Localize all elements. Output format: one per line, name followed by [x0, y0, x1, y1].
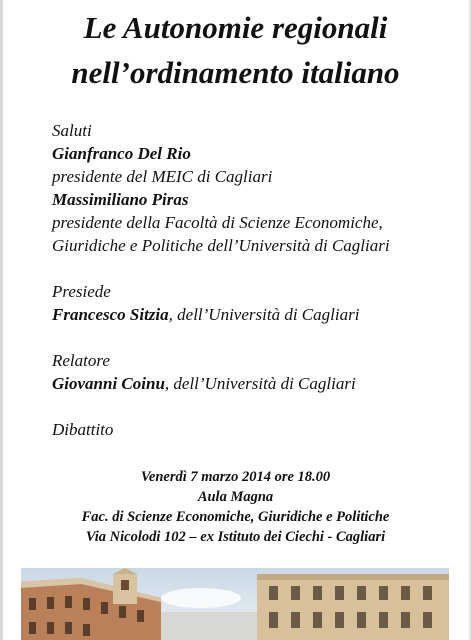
speaker2-role-line1: presidente della Facoltà di Scienze Economiche, — [52, 213, 383, 232]
event-room: Aula Magna — [197, 489, 274, 505]
relatore-label: Relatore — [52, 351, 110, 370]
speaker1-role: presidente del MEIC di Cagliari — [52, 167, 273, 186]
speaker-name: Giovanni Coinu — [52, 374, 165, 393]
speaker-affiliation: , dell’Università di Cagliari — [164, 374, 356, 393]
presiede-label: Presiede — [52, 282, 111, 301]
saluti-label: Saluti — [52, 121, 92, 140]
event-datetime: Venerdì 7 marzo 2014 ore 18.00 — [140, 469, 331, 485]
chair-line — [52, 304, 359, 326]
page-subtitle: nell’ordinamento italiano — [71, 55, 400, 90]
chair-affiliation: , dell’Università di Cagliari — [168, 305, 360, 324]
event-faculty: Fac. di Scienze Economiche, Giuridiche e Politiche — [81, 509, 390, 525]
building-photo — [21, 568, 449, 640]
page-title: Le Autonomie regionali — [83, 10, 388, 45]
chair-name: Francesco Sitzia — [52, 305, 169, 324]
speaker2-name: Massimiliano Piras — [52, 190, 189, 209]
event-address: Via Nicolodi 102 – ex Istituto dei Ciechi - Cagliari — [85, 529, 386, 545]
speaker2-role-line2: Giuridiche e Politiche dell’Università di Cagliari — [52, 236, 390, 255]
dibattito-label: Dibattito — [52, 420, 114, 439]
speaker-line — [52, 373, 356, 395]
speaker1-name: Gianfranco Del Rio — [52, 144, 191, 163]
